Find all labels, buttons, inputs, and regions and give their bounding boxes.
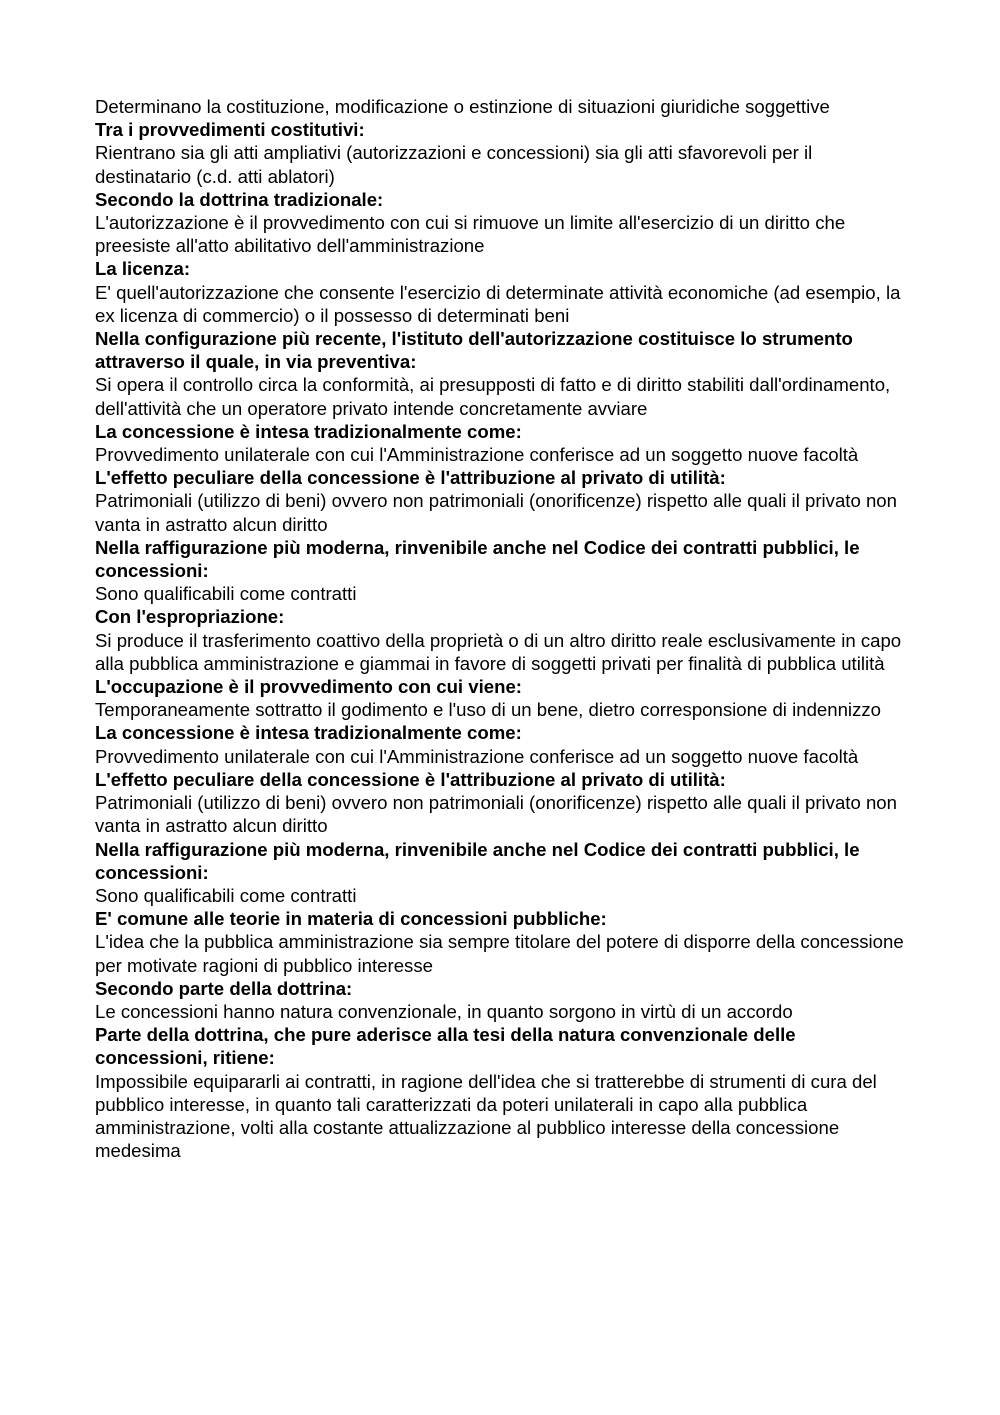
document-page — [95, 95, 907, 1162]
question-heading: La concessione è intesa tradizionalmente come: — [95, 722, 522, 744]
answer-text: L'autorizzazione è il provvedimento con cui si rimuove un limite all'esercizio di un diritto che preesiste all'atto abilitativo dell'amministrazione — [95, 212, 846, 257]
question-heading: L'effetto peculiare della concessione è l'attribuzione al privato di utilità: — [95, 768, 726, 790]
question-heading: Secondo parte della dottrina: — [95, 977, 353, 999]
answer-text: Sono qualificabili come contratti — [95, 583, 357, 605]
answer-text: Provvedimento unilaterale con cui l'Amministrazione conferisce ad un soggetto nuove facoltà — [95, 444, 859, 466]
answer-text: Impossibile equipararli ai contratti, in ragione dell'idea che si tratterebbe di strumenti di cura del pubblico interesse, in quanto tali caratterizzati da poteri unilaterali in capo alla pubblica amministrazione, volti alla costante attualizzazione al pubblico interesse della concessione medesima — [95, 1070, 877, 1162]
question-heading: Parte della dottrina, che pure aderisce alla tesi della natura convenzionale delle concessioni, ritiene: — [95, 1024, 796, 1069]
question-heading: Tra i provvedimenti costitutivi: — [95, 119, 365, 141]
answer-text: E' quell'autorizzazione che consente l'esercizio di determinate attività economiche (ad esempio, la ex licenza di commercio) o il possesso di determinati beni — [95, 281, 901, 326]
question-heading: L'occupazione è il provvedimento con cui viene: — [95, 676, 523, 698]
qa-list — [95, 118, 907, 1162]
question-heading: La concessione è intesa tradizionalmente come: — [95, 420, 522, 442]
answer-text: Provvedimento unilaterale con cui l'Amministrazione conferisce ad un soggetto nuove facoltà — [95, 745, 859, 767]
question-heading: L'effetto peculiare della concessione è l'attribuzione al privato di utilità: — [95, 467, 726, 489]
question-heading: Nella configurazione più recente, l'istituto dell'autorizzazione costituisce lo strumento attraverso il quale, in via preventiva: — [95, 328, 853, 373]
answer-text: Patrimoniali (utilizzo di beni) ovvero non patrimoniali (onorificenze) rispetto alle quali il privato non vanta in astratto alcun diritto — [95, 490, 897, 535]
answer-text: Si produce il trasferimento coattivo della proprietà o di un altro diritto reale esclusivamente in capo alla pubblica amministrazione e giammai in favore di soggetti privati per finalità di pubblica utilità — [95, 629, 902, 674]
answer-text: Patrimoniali (utilizzo di beni) ovvero non patrimoniali (onorificenze) rispetto alle quali il privato non vanta in astratto alcun diritto — [95, 792, 897, 837]
answer-text: Sono qualificabili come contratti — [95, 884, 357, 906]
answer-text: Si opera il controllo circa la conformità, ai presupposti di fatto e di diritto stabiliti dall'ordinamento, dell'attività che un operatore privato intende concretamente avviare — [95, 374, 891, 419]
question-heading: E' comune alle teorie in materia di concessioni pubbliche: — [95, 908, 607, 930]
question-heading: Con l'espropriazione: — [95, 606, 285, 628]
answer-text: Rientrano sia gli atti ampliativi (autorizzazioni e concessioni) sia gli atti sfavorevoli per il destinatario (c.d. atti ablatori) — [95, 142, 813, 187]
question-heading: La licenza: — [95, 258, 191, 280]
answer-text: Le concessioni hanno natura convenzionale, in quanto sorgono in virtù di un accordo — [95, 1000, 793, 1022]
answer-text: L'idea che la pubblica amministrazione sia sempre titolare del potere di disporre della concessione per motivate ragioni di pubblico interesse — [95, 931, 904, 976]
question-heading: Nella raffigurazione più moderna, rinvenibile anche nel Codice dei contratti pubblici, le concessioni: — [95, 536, 860, 582]
question-heading: Nella raffigurazione più moderna, rinvenibile anche nel Codice dei contratti pubblici, le concessioni: — [95, 838, 860, 883]
intro-text: Determinano la costituzione, modificazione o estinzione di situazioni giuridiche soggettive — [95, 96, 830, 117]
question-heading: Secondo la dottrina tradizionale: — [95, 188, 384, 210]
answer-text: Temporaneamente sottratto il godimento e l'uso di un bene, dietro corresponsione di indennizzo — [95, 699, 882, 721]
